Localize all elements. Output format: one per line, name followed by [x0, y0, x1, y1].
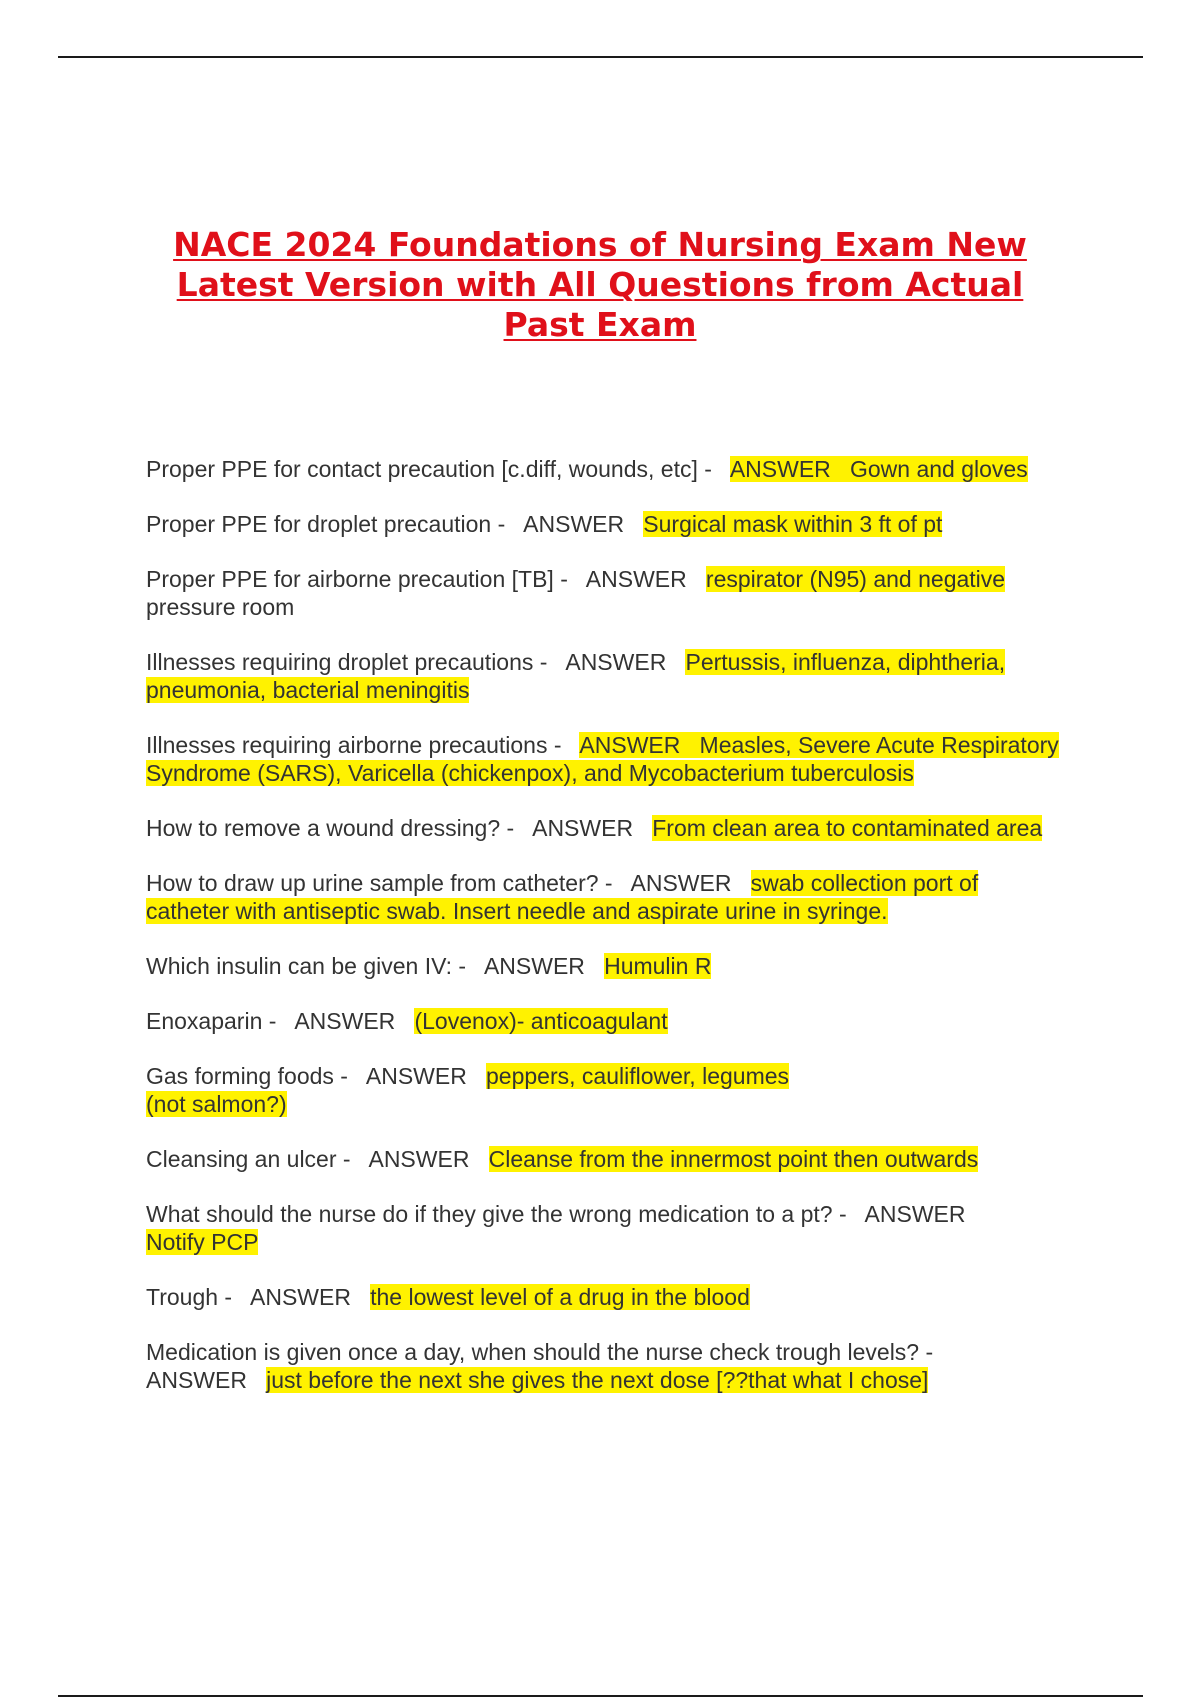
question-text: Trough	[146, 1284, 219, 1310]
answer-text: Notify PCP	[146, 1229, 259, 1255]
answer-text: respirator (N95) and negative	[705, 566, 1006, 592]
top-rule	[58, 56, 1143, 58]
answer-label: ANSWER	[294, 1008, 396, 1034]
qa-item	[146, 1338, 1066, 1394]
question-text: Proper PPE for airborne precaution [TB]	[146, 566, 554, 592]
answer-label: ANSWER	[365, 1063, 467, 1089]
question-text: Medication is given once a day, when should the nurse check trough levels?	[146, 1339, 920, 1365]
qa-item	[146, 814, 1066, 842]
answer-label: ANSWER	[532, 815, 634, 841]
separator: -	[451, 953, 473, 979]
qa-item	[146, 952, 1066, 980]
separator: -	[500, 815, 521, 841]
answer-text: Pertussis, influenza, diphtheria, pneumonia, bacterial meningitis	[146, 649, 1006, 703]
answer-text: the lowest level of a drug in the blood	[370, 1284, 750, 1310]
qa-list	[146, 455, 1066, 1421]
answer-continuation: pressure room	[146, 594, 295, 620]
separator: -	[919, 1339, 940, 1365]
qa-item	[146, 565, 1066, 621]
answer-label: ANSWER	[523, 511, 625, 537]
question-text: Proper PPE for contact precaution [c.diff, wounds, etc]	[146, 456, 698, 482]
answer-text: From clean area to contaminated area	[652, 815, 1043, 841]
answer-text: Cleanse from the innermost point then outwards	[488, 1146, 979, 1172]
qa-item	[146, 731, 1066, 787]
answer-label: ANSWER	[565, 649, 667, 675]
question-text: Proper PPE for droplet precaution	[146, 511, 492, 537]
answer-label: ANSWER	[483, 953, 585, 979]
answer-text: swab collection port of catheter with antiseptic swab. Insert needle and aspirate urine in syringe.	[146, 870, 979, 924]
answer-label: ANSWER	[579, 732, 681, 758]
answer-label: ANSWER	[146, 1367, 247, 1393]
answer-label: ANSWER	[630, 870, 732, 896]
answer-label: ANSWER	[864, 1201, 966, 1227]
separator: -	[697, 456, 719, 482]
qa-item	[146, 1062, 1066, 1118]
separator: -	[832, 1201, 854, 1227]
question-text: Cleansing an ulcer	[146, 1146, 337, 1172]
answer-continuation: (not salmon?)	[146, 1091, 287, 1117]
question-text: Enoxaparin	[146, 1008, 263, 1034]
answer-label: ANSWER	[250, 1284, 351, 1310]
qa-item	[146, 1283, 1066, 1311]
question-text: Gas forming foods	[146, 1063, 334, 1089]
answer-label: ANSWER	[585, 566, 687, 592]
separator: -	[598, 870, 619, 896]
document-title	[150, 225, 1050, 345]
qa-item	[146, 1007, 1066, 1035]
qa-item	[146, 1200, 1066, 1256]
separator: -	[547, 732, 568, 758]
answer-text: peppers, cauliflower, legumes	[486, 1063, 790, 1089]
answer-text: Gown and gloves	[849, 456, 1028, 482]
answer-text: just before the next she gives the next dose [??that what I chose]	[266, 1367, 929, 1393]
answer-text: (Lovenox)- anticoagulant	[414, 1008, 668, 1034]
question-text: How to draw up urine sample from catheter?	[146, 870, 599, 896]
answer-text: Humulin R	[604, 953, 712, 979]
separator: -	[262, 1008, 283, 1034]
answer-text: Surgical mask within 3 ft of pt	[643, 511, 943, 537]
answer-label: ANSWER	[729, 456, 831, 482]
separator: -	[491, 511, 512, 537]
separator: -	[336, 1146, 357, 1172]
answer-text: Measles, Severe Acute Respiratory Syndrome (SARS), Varicella (chickenpox), and Mycobacterium tuberculosis	[146, 732, 1059, 786]
question-text: Illnesses requiring airborne precautions	[146, 732, 548, 758]
question-text: Which insulin can be given IV:	[146, 953, 452, 979]
separator: -	[533, 649, 554, 675]
bottom-rule	[58, 1695, 1143, 1697]
document-title-text: NACE 2024 Foundations of Nursing Exam New Latest Version with All Questions from Actual Past Exam	[173, 225, 1027, 344]
qa-item	[146, 869, 1066, 925]
qa-item	[146, 1145, 1066, 1173]
separator: -	[553, 566, 575, 592]
answer-label: ANSWER	[368, 1146, 470, 1172]
separator: -	[218, 1284, 239, 1310]
separator: -	[333, 1063, 355, 1089]
question-text: What should the nurse do if they give the wrong medication to a pt?	[146, 1201, 833, 1227]
qa-item	[146, 648, 1066, 704]
qa-item	[146, 455, 1066, 483]
question-text: How to remove a wound dressing?	[146, 815, 501, 841]
question-text: Illnesses requiring droplet precautions	[146, 649, 534, 675]
qa-item	[146, 510, 1066, 538]
